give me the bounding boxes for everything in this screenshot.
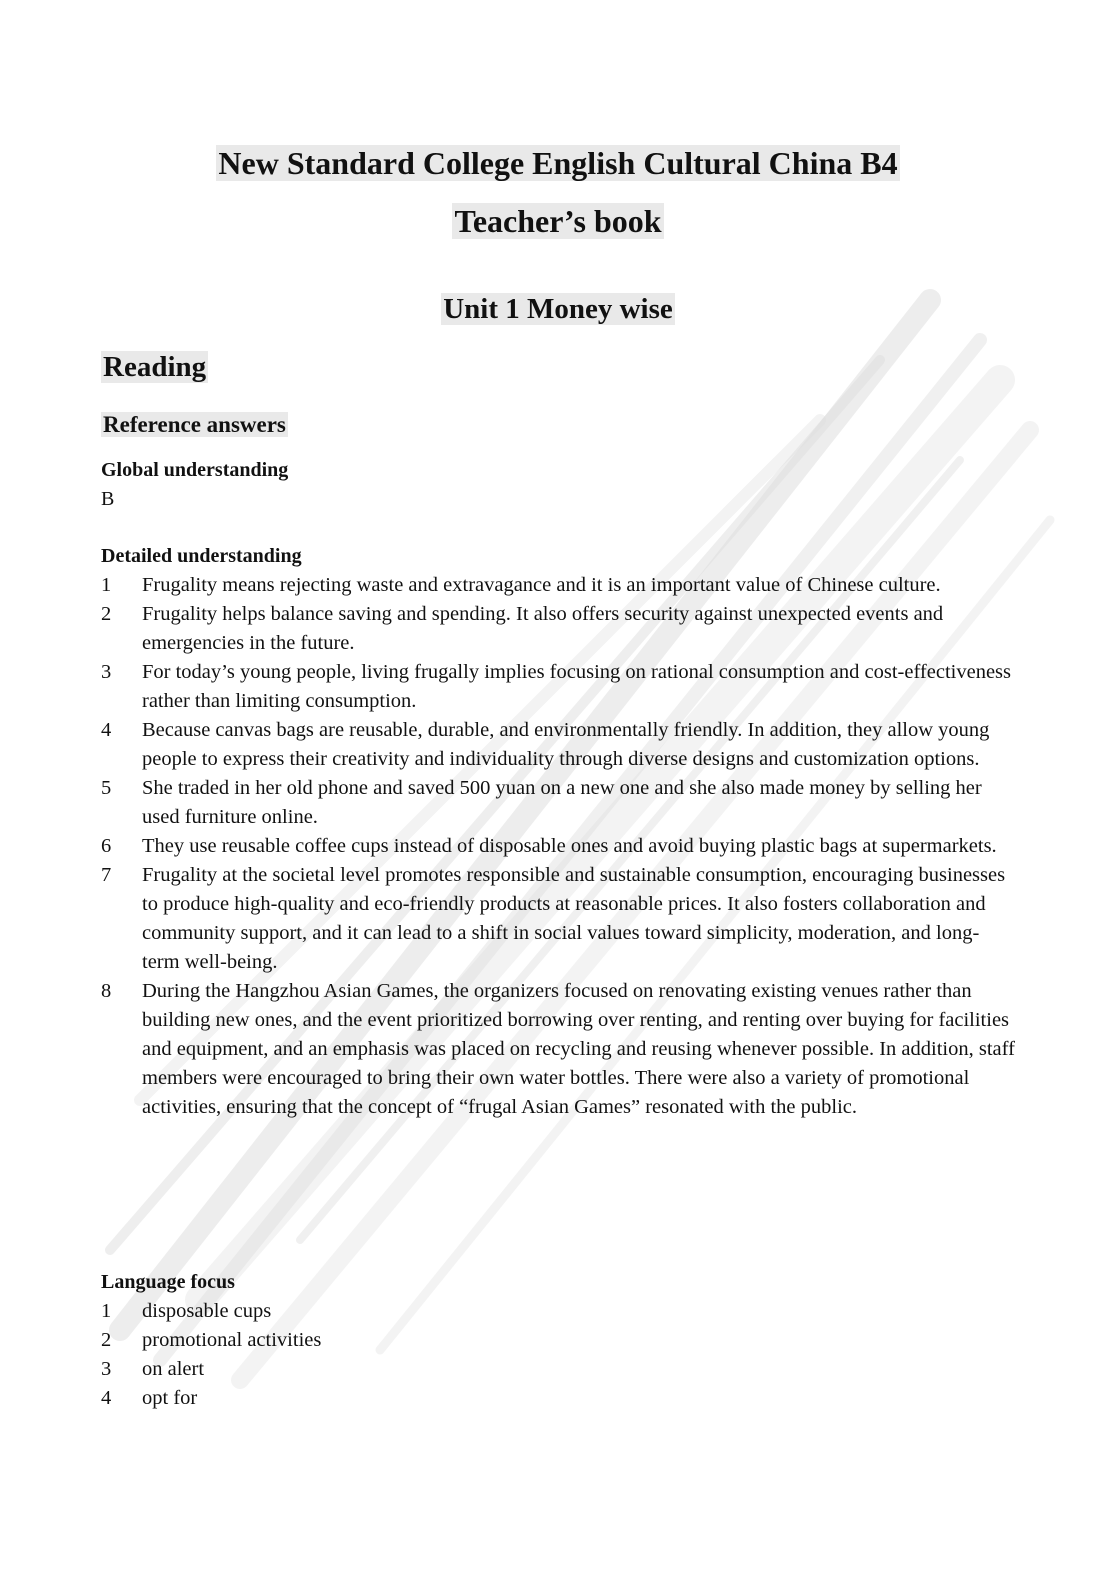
item-number: 6 <box>101 835 112 857</box>
item-text: Because canvas bags are reusable, durable, and environmentally friendly. In addition, they allow young people to express their creativity and individuality through diverse designs and customization options. <box>142 719 990 770</box>
item-number: 2 <box>101 603 112 625</box>
item-number: 4 <box>101 719 112 741</box>
item-number: 7 <box>101 864 112 886</box>
list-item <box>101 658 1016 716</box>
list-item <box>101 832 1016 861</box>
global-understanding-answer: B <box>101 488 115 510</box>
language-focus-heading: Language focus <box>101 1271 235 1293</box>
item-text: promotional activities <box>142 1329 322 1351</box>
book-subtitle: Teacher’s book <box>454 203 662 239</box>
item-number: 1 <box>101 574 112 596</box>
list-item <box>101 1326 1016 1355</box>
list-item <box>101 774 1016 832</box>
item-text: disposable cups <box>142 1300 272 1322</box>
global-understanding-heading: Global understanding <box>101 459 289 481</box>
subsection-heading: Reference answers <box>103 412 286 437</box>
item-text: Frugality means rejecting waste and extravagance and it is an important value of Chinese culture. <box>142 574 941 596</box>
book-title: New Standard College English Cultural China B4 <box>218 145 898 181</box>
item-text: opt for <box>142 1387 198 1409</box>
item-text: They use reusable coffee cups instead of disposable ones and avoid buying plastic bags at supermarkets. <box>142 835 997 857</box>
item-number: 4 <box>101 1387 112 1409</box>
item-number: 1 <box>101 1300 112 1322</box>
item-text: Frugality at the societal level promotes responsible and sustainable consumption, encouraging businesses to produce high-quality and eco-friendly products at reasonable prices. It also fosters collaboration and community support, and it can lead to a shift in social values toward simplicity, moderation, and long-term well-being. <box>142 864 1006 973</box>
item-text: on alert <box>142 1358 205 1380</box>
item-number: 8 <box>101 980 112 1002</box>
item-number: 3 <box>101 1358 112 1380</box>
list-item <box>101 1384 1016 1413</box>
item-text: During the Hangzhou Asian Games, the organizers focused on renovating existing venues rather than building new ones, and the event prioritized borrowing over renting, and renting over buying for facilities and equipment, and an emphasis was placed on recycling and reusing whenever possible. In addition, staff members were encouraged to bring their own water bottles. There were also a variety of promotional activities, ensuring that the concept of “frugal Asian Games” resonated with the public. <box>142 980 1015 1118</box>
detailed-understanding-heading: Detailed understanding <box>101 545 302 567</box>
list-item <box>101 1355 1016 1384</box>
list-item <box>101 861 1016 977</box>
item-number: 3 <box>101 661 112 683</box>
list-item <box>101 716 1016 774</box>
list-item <box>101 600 1016 658</box>
item-number: 2 <box>101 1329 112 1351</box>
language-focus-list <box>101 1297 1016 1413</box>
list-item <box>101 571 1016 600</box>
list-item <box>101 977 1016 1122</box>
list-item <box>101 1297 1016 1326</box>
detailed-answers-list <box>101 571 1016 1122</box>
section-heading: Reading <box>103 351 207 383</box>
item-text: Frugality helps balance saving and spending. It also offers security against unexpected events and emergencies in the future. <box>142 603 944 654</box>
unit-title: Unit 1 Money wise <box>443 293 673 325</box>
item-number: 5 <box>101 777 112 799</box>
item-text: She traded in her old phone and saved 500 yuan on a new one and she also made money by selling her used furniture online. <box>142 777 982 828</box>
item-text: For today’s young people, living frugally implies focusing on rational consumption and cost-effectiveness rather than limiting consumption. <box>142 661 1011 712</box>
